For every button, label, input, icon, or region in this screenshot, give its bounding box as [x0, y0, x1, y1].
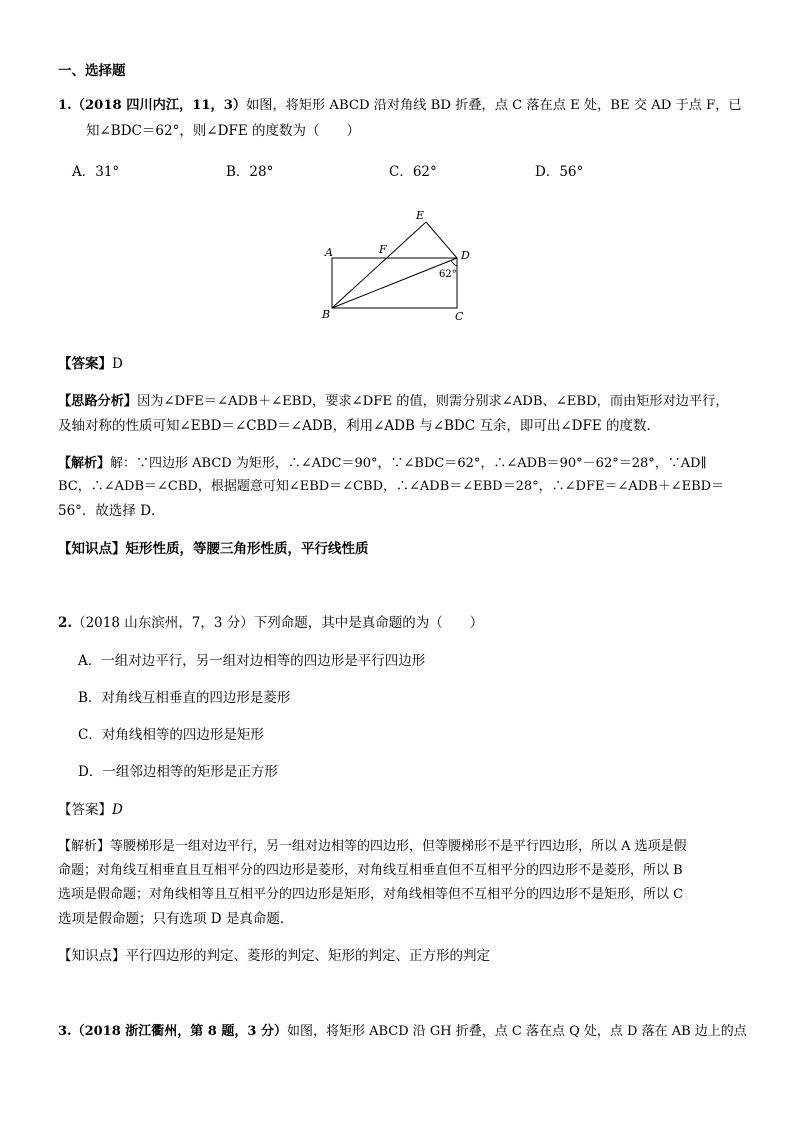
figure-label-a: A: [325, 246, 333, 259]
q2-number: 2.: [58, 615, 73, 631]
q2-stem-text: 下列命题，其中是真命题的为（ ）: [253, 615, 484, 631]
q1-analysis-line2: 及轴对称的性质可知∠EBD＝∠CBD＝∠ADB，利用∠ADB 与∠BDC 互余，即可出∠DFE 的度数．: [58, 418, 661, 434]
q1-option-a: A．31°: [72, 164, 120, 180]
q1-analysis-text1: 因为∠DFE＝∠ADB＋∠EBD，要求∠DFE 的值，则需分别求∠ADB、∠EBD，而由矩形对边平行，: [137, 394, 729, 409]
q2-answer: [58, 801, 123, 819]
q2-solution-line4: 选项是假命题；只有选项 D 是真命题．: [58, 911, 294, 927]
q1-option-d: D．56°: [535, 164, 584, 180]
q1-stem-line1: [58, 97, 742, 115]
q2-source: （2018 山东滨州，7，3 分）: [72, 615, 254, 631]
q1-knowledge-tag: 【知识点】: [58, 541, 126, 557]
q2-knowledge: [58, 947, 490, 965]
q2-solution-tag: 【解析】: [58, 839, 111, 854]
q1-solution-line1: [58, 455, 707, 473]
q2-option-d: D．一组邻边相等的矩形是正方形: [78, 764, 278, 780]
figure-line-ed: [426, 222, 457, 258]
figure-angle-label: 62°: [439, 269, 457, 280]
figure-label-c: C: [455, 310, 464, 323]
figure-label-e: E: [416, 209, 425, 222]
q1-solution-tag: 【解析】: [58, 456, 111, 471]
q3-number: 3.: [58, 1024, 72, 1039]
q1-analysis-line1: [58, 393, 729, 411]
q2-solution-line2: 命题；对角线互相垂直且互相平分的四边形是菱形，对角线互相垂直但不互相平分的四边形不是菱形，所以 B: [58, 863, 683, 878]
q1-knowledge: [58, 540, 369, 558]
q1-source: （2018 四川内江，11，3）: [71, 98, 247, 113]
q1-solution-text1: 解：∵四边形 ABCD 为矩形，∴∠ADC＝90°，∵∠BDC＝62°，∴∠ADB＝90°－62°＝28°，∵AD∥: [110, 456, 707, 471]
q2-solution-line3: 选项是假命题；对角线相等且互相平分的四边形是矩形，对角线相等但不互相平分的四边形不是矩形，所以 C: [58, 887, 684, 902]
q1-option-b: B．28°: [226, 164, 274, 180]
figure-label-f: F: [379, 243, 387, 256]
figure-label-d: D: [461, 249, 470, 262]
figure-diagonal-bd: [332, 258, 457, 308]
figure-line-be: [332, 222, 426, 308]
q2-option-c: C．对角线相等的四边形是矩形: [78, 727, 264, 743]
q2-option-b: B．对角线互相垂直的四边形是菱形: [78, 690, 291, 706]
q1-option-c: C．62°: [389, 164, 437, 180]
q1-answer: [58, 355, 123, 373]
q2-answer-tag: 【答案】: [58, 802, 112, 818]
q2-knowledge-tag: 【知识点】: [58, 948, 126, 964]
q1-answer-tag: 【答案】: [58, 356, 112, 372]
q3-stem-text: 如图，将矩形 ABCD 沿 GH 折叠，点 C 落在点 Q 处，点 D 落在 AB 边上的点: [286, 1024, 747, 1039]
q2-solution-line1: [58, 838, 687, 856]
q2-option-a: A．一组对边平行，另一组对边相等的四边形是平行四边形: [78, 653, 426, 669]
q2-answer-value: D: [112, 802, 123, 818]
q1-stem-line2: 知∠BDC＝62°，则∠DFE 的度数为（ ）: [86, 123, 360, 139]
figure-label-b: B: [322, 308, 331, 321]
q1-number: 1.: [58, 98, 72, 113]
q1-knowledge-text: 矩形性质，等腰三角形性质，平行线性质: [125, 541, 369, 557]
q1-solution-line3: 56°．故选择 D．: [58, 503, 165, 519]
q1-figure-rectangle-fold: [318, 205, 488, 330]
q1-analysis-tag: 【思路分析】: [58, 394, 138, 409]
section-title: 一、选择题: [58, 63, 126, 79]
q1-solution-line2: BC，∴∠ADB＝∠CBD，根据题意可知∠EBD＝∠CBD，∴∠ADB＝∠EBD＝28°，∴∠DFE＝∠ADB＋∠EBD＝: [58, 479, 725, 494]
figure-angle-arc: [451, 261, 457, 267]
q2-stem: [58, 614, 483, 632]
q2-solution-text1: 等腰梯形是一组对边平行，另一组对边相等的四边形，但等腰梯形不是平行四边形，所以 A 选项是假: [110, 839, 687, 854]
q2-knowledge-text: 平行四边形的判定、菱形的判定、矩形的判定、正方形的判定: [125, 948, 490, 964]
q3-source: （2018 浙江衢州，第 8 题，3 分）: [71, 1024, 287, 1039]
q1-stem-a: 如图，将矩形 ABCD 沿对角线 BD 折叠，点 C 落在点 E 处，BE 交 AD 于点 F，已: [246, 98, 742, 113]
q3-stem: [58, 1023, 747, 1041]
q1-answer-value: D: [112, 356, 123, 372]
